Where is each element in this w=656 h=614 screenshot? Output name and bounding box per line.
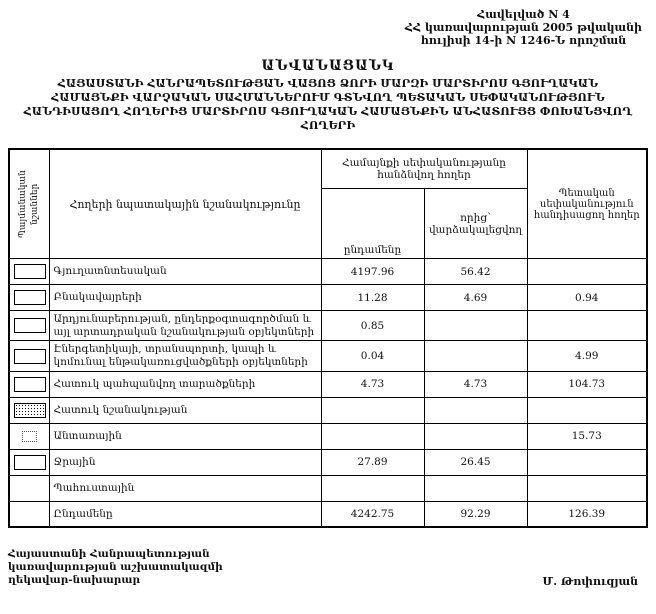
cell-leased [424, 397, 527, 423]
cell-leased: 56.42 [424, 259, 527, 285]
subtitle-line: ՀԱՅԱՍՏԱՆԻ ՀԱՆՐԱՊԵՏՈՒԹՅԱՆ ՎԱՅՈՑ ՁՈՐԻ ՄԱՐԶԻ ՄԱՐՏԻՐՈՍ ԳՅՈՒՂԱԿԱՆ [57, 76, 599, 90]
legend-box-icon [14, 349, 46, 364]
legend-box-icon [22, 431, 37, 442]
cell-category: Արդյունաբերության, ընդերքօգտագործման և այլ արտադրական նշանակության օբյեկտների [49, 311, 321, 341]
table-row [9, 341, 647, 371]
column-header-leased: որից՝ վարձակալեցվող [424, 189, 527, 259]
appendix-note-line1: Հավելված N 4 [477, 8, 570, 21]
appendix-note-line3: հուլիսի 14-ի N 1246-Ն որոշման [420, 34, 627, 48]
table-row [9, 475, 647, 501]
footer [8, 548, 644, 587]
signatory-title-line: ղեկավար-նախարար [8, 574, 141, 587]
cell-state: 104.73 [527, 371, 647, 397]
document-subtitle [0, 77, 656, 134]
table-row [9, 285, 647, 311]
column-group-community: Համայնքի սեփականությանը հանձնվող հողեր [321, 149, 527, 189]
cell-symbol [9, 341, 49, 371]
subtitle-line: ՀԱՄԱՅՆՔԻ ՎԱՐՉԱԿԱՆ ՍԱՀՄԱՆՆԵՐՈՒՄ ԳՏՆՎՈՂ ՊԵՏԱԿԱՆ ՍԵՓԱԿԱՆՈՒԹՅՈՒՆ [51, 90, 605, 104]
column-header-symbols [9, 149, 49, 259]
table-row [9, 449, 647, 475]
cell-state [527, 449, 647, 475]
appendix-note [405, 8, 642, 48]
cell-total [321, 397, 424, 423]
cell-symbol [9, 259, 49, 285]
cell-category: Ջրային [49, 449, 321, 475]
cell-total: 27.89 [321, 449, 424, 475]
cell-symbol [9, 311, 49, 341]
cell-total: 0.85 [321, 311, 424, 341]
table-row [9, 397, 647, 423]
cell-symbol [9, 397, 49, 423]
cell-leased: 4.73 [424, 371, 527, 397]
cell-total-label: Ընդամենը [49, 501, 321, 527]
cell-category: Գյուղատնտեսական [49, 259, 321, 285]
cell-state: 126.39 [527, 501, 647, 527]
cell-leased [424, 475, 527, 501]
cell-category: Պահուստային [49, 475, 321, 501]
cell-category: Անտառային [49, 423, 321, 449]
subtitle-line: ՀՈՂԵՐԻ [300, 119, 356, 133]
cell-total: 4242.75 [321, 501, 424, 527]
cell-state [527, 259, 647, 285]
cell-leased: 4.69 [424, 285, 527, 311]
total-row [9, 501, 647, 527]
cell-state [527, 311, 647, 341]
document-title: ԱՆՎԱՆԱՑԱՆԿ [261, 57, 395, 74]
table-row [9, 259, 647, 285]
signatory-title-line: Հայաստանի Հանրապետության [8, 548, 210, 561]
column-header-state: Պետական սեփականություն հանդիսացող հողեր [527, 149, 647, 259]
cell-leased [424, 311, 527, 341]
cell-state: 4.99 [527, 341, 647, 371]
cell-total: 0.04 [321, 341, 424, 371]
cell-category: Բնակավայրերի [49, 285, 321, 311]
cell-category: Հատուկ պահպանվող տարածքների [49, 371, 321, 397]
cell-category: Էներգետիկայի, տրանսպորտի, կապի և կոմունալ ենթակառուցվածքների օբյեկտների [49, 341, 321, 371]
cell-symbol [9, 285, 49, 311]
legend-box-icon [14, 318, 46, 333]
cell-state [527, 397, 647, 423]
table-header-row-group [9, 149, 647, 189]
cell-symbol [9, 449, 49, 475]
cell-total: 11.28 [321, 285, 424, 311]
column-header-purpose: Հողերի նպատակային նշանակությունը [49, 149, 321, 259]
cell-symbol [9, 423, 49, 449]
signatory-title-line: կառավարության աշխատակազմի [8, 561, 223, 574]
signature-name: Մ. Թոփուզյան [542, 574, 638, 588]
cell-state: 15.73 [527, 423, 647, 449]
cell-state: 0.94 [527, 285, 647, 311]
legend-box-icon [14, 403, 46, 418]
cell-total [321, 475, 424, 501]
subtitle-line: ՀԱՆԴԻՍԱՑՈՂ ՀՈՂԵՐԻՑ ՄԱՐՏԻՐՈՍ ԳՅՈՒՂԱԿԱՆ ՀԱՄԱՅՆՔԻՆ ԱՆՀԱՏՈՒՅՑ ՓՈԽԱՆՑՎՈՂ [23, 105, 633, 119]
legend-box-icon [14, 455, 46, 470]
cell-state [527, 475, 647, 501]
table-row [9, 371, 647, 397]
cell-total: 4.73 [321, 371, 424, 397]
legend-box-icon [14, 290, 46, 305]
legend-box-icon [14, 377, 46, 392]
appendix-note-line2: ՀՀ կառավարության 2005 թվականի [404, 21, 642, 35]
cell-leased: 26.45 [424, 449, 527, 475]
column-header-total: ընդամենը [321, 189, 424, 259]
table-row [9, 423, 647, 449]
table-row [9, 311, 647, 341]
land-table [8, 148, 648, 528]
cell-total: 4197.96 [321, 259, 424, 285]
legend-box-icon [14, 264, 46, 279]
cell-symbol [9, 501, 49, 527]
cell-category: Հատուկ նշանակության [49, 397, 321, 423]
cell-symbol [9, 475, 49, 501]
signatory-title [8, 548, 223, 587]
cell-total [321, 423, 424, 449]
cell-leased [424, 341, 527, 371]
cell-leased: 92.29 [424, 501, 527, 527]
column-header-symbols-label: Պայմանական նշաններ [18, 170, 41, 238]
cell-symbol [9, 371, 49, 397]
cell-leased [424, 423, 527, 449]
